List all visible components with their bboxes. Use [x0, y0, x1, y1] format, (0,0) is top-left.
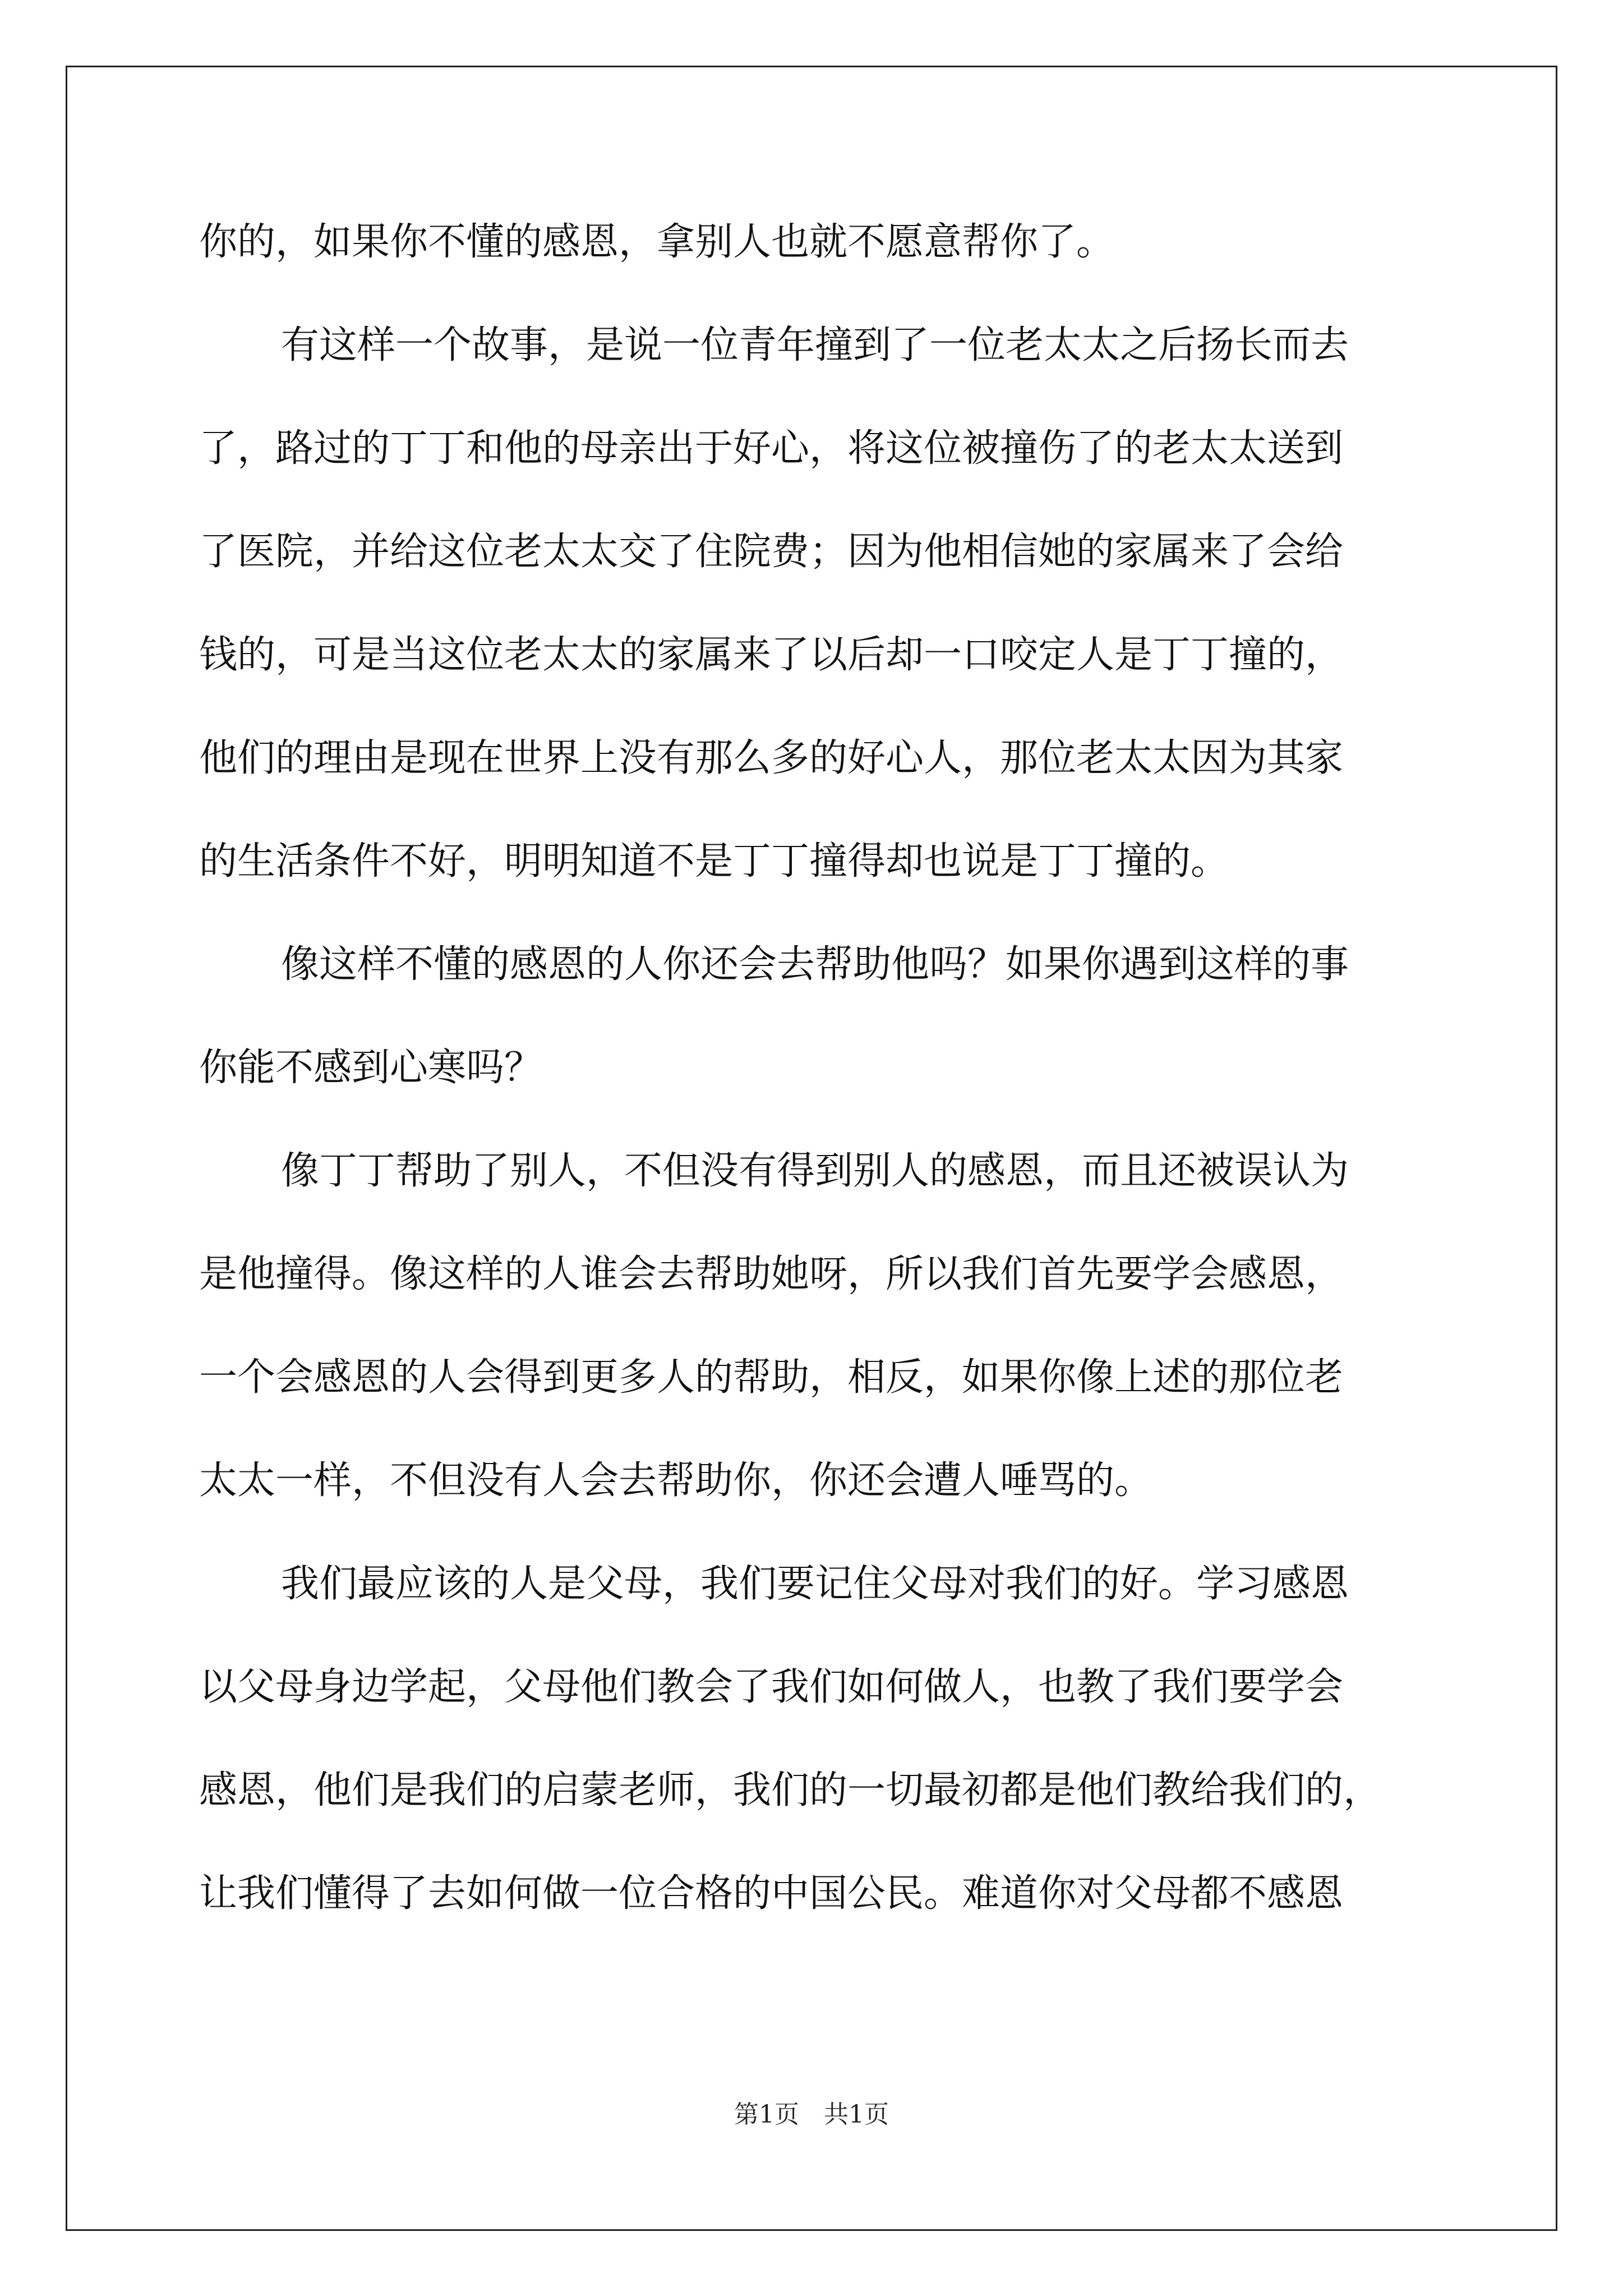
text-line: 感恩，他们是我们的启蒙老师，我们的一切最初都是他们教给我们的，: [199, 1768, 1382, 1812]
text-line: 让我们懂得了去如何做一位合格的中国公民。难道你对父母都不感恩: [199, 1871, 1344, 1916]
paragraph-start-line: 有这样一个故事，是说一位青年撞到了一位老太太之后扬长而去: [281, 323, 1349, 367]
text-line: 他们的理由是现在世界上没有那么多的好心人，那位老太太因为其家: [199, 736, 1344, 780]
page-number-footer: 第1页 共1页: [734, 2100, 889, 2129]
text-line: 钱的，可是当这位老太太的家属来了以后却一口咬定人是丁丁撞的，: [199, 633, 1344, 677]
text-line: 一个会感恩的人会得到更多人的帮助，相反，如果你像上述的那位老: [199, 1355, 1344, 1400]
text-line: 太太一样，不但没有人会去帮助你，你还会遭人唾骂的。: [199, 1458, 1153, 1503]
text-line: 了医院，并给这位老太太交了住院费；因为他相信她的家属来了会给: [199, 530, 1344, 574]
text-line: 了，路过的丁丁和他的母亲出于好心，将这位被撞伤了的老太太送到: [199, 426, 1344, 471]
text-line: 以父母身边学起，父母他们教会了我们如何做人，也教了我们要学会: [199, 1665, 1344, 1709]
paragraph-start-line: 像丁丁帮助了别人，不但没有得到别人的感恩，而且还被误认为: [281, 1149, 1349, 1193]
text-line: 是他撞得。像这样的人谁会去帮助她呀，所以我们首先要学会感恩，: [199, 1252, 1344, 1296]
document-body: [199, 191, 1427, 1945]
text-line: 的生活条件不好，明明知道不是丁丁撞得却也说是丁丁撞的。: [199, 839, 1229, 884]
paragraph-start-line: 我们最应该的人是父母，我们要记住父母对我们的好。学习感恩: [281, 1562, 1349, 1606]
text-line: 你能不感到心寒吗？: [199, 1046, 543, 1090]
text-line: 你的，如果你不懂的感恩，拿别人也就不愿意帮你了。: [199, 220, 1115, 264]
paragraph-start-line: 像这样不懂的感恩的人你还会去帮助他吗？如果你遇到这样的事: [281, 942, 1349, 987]
